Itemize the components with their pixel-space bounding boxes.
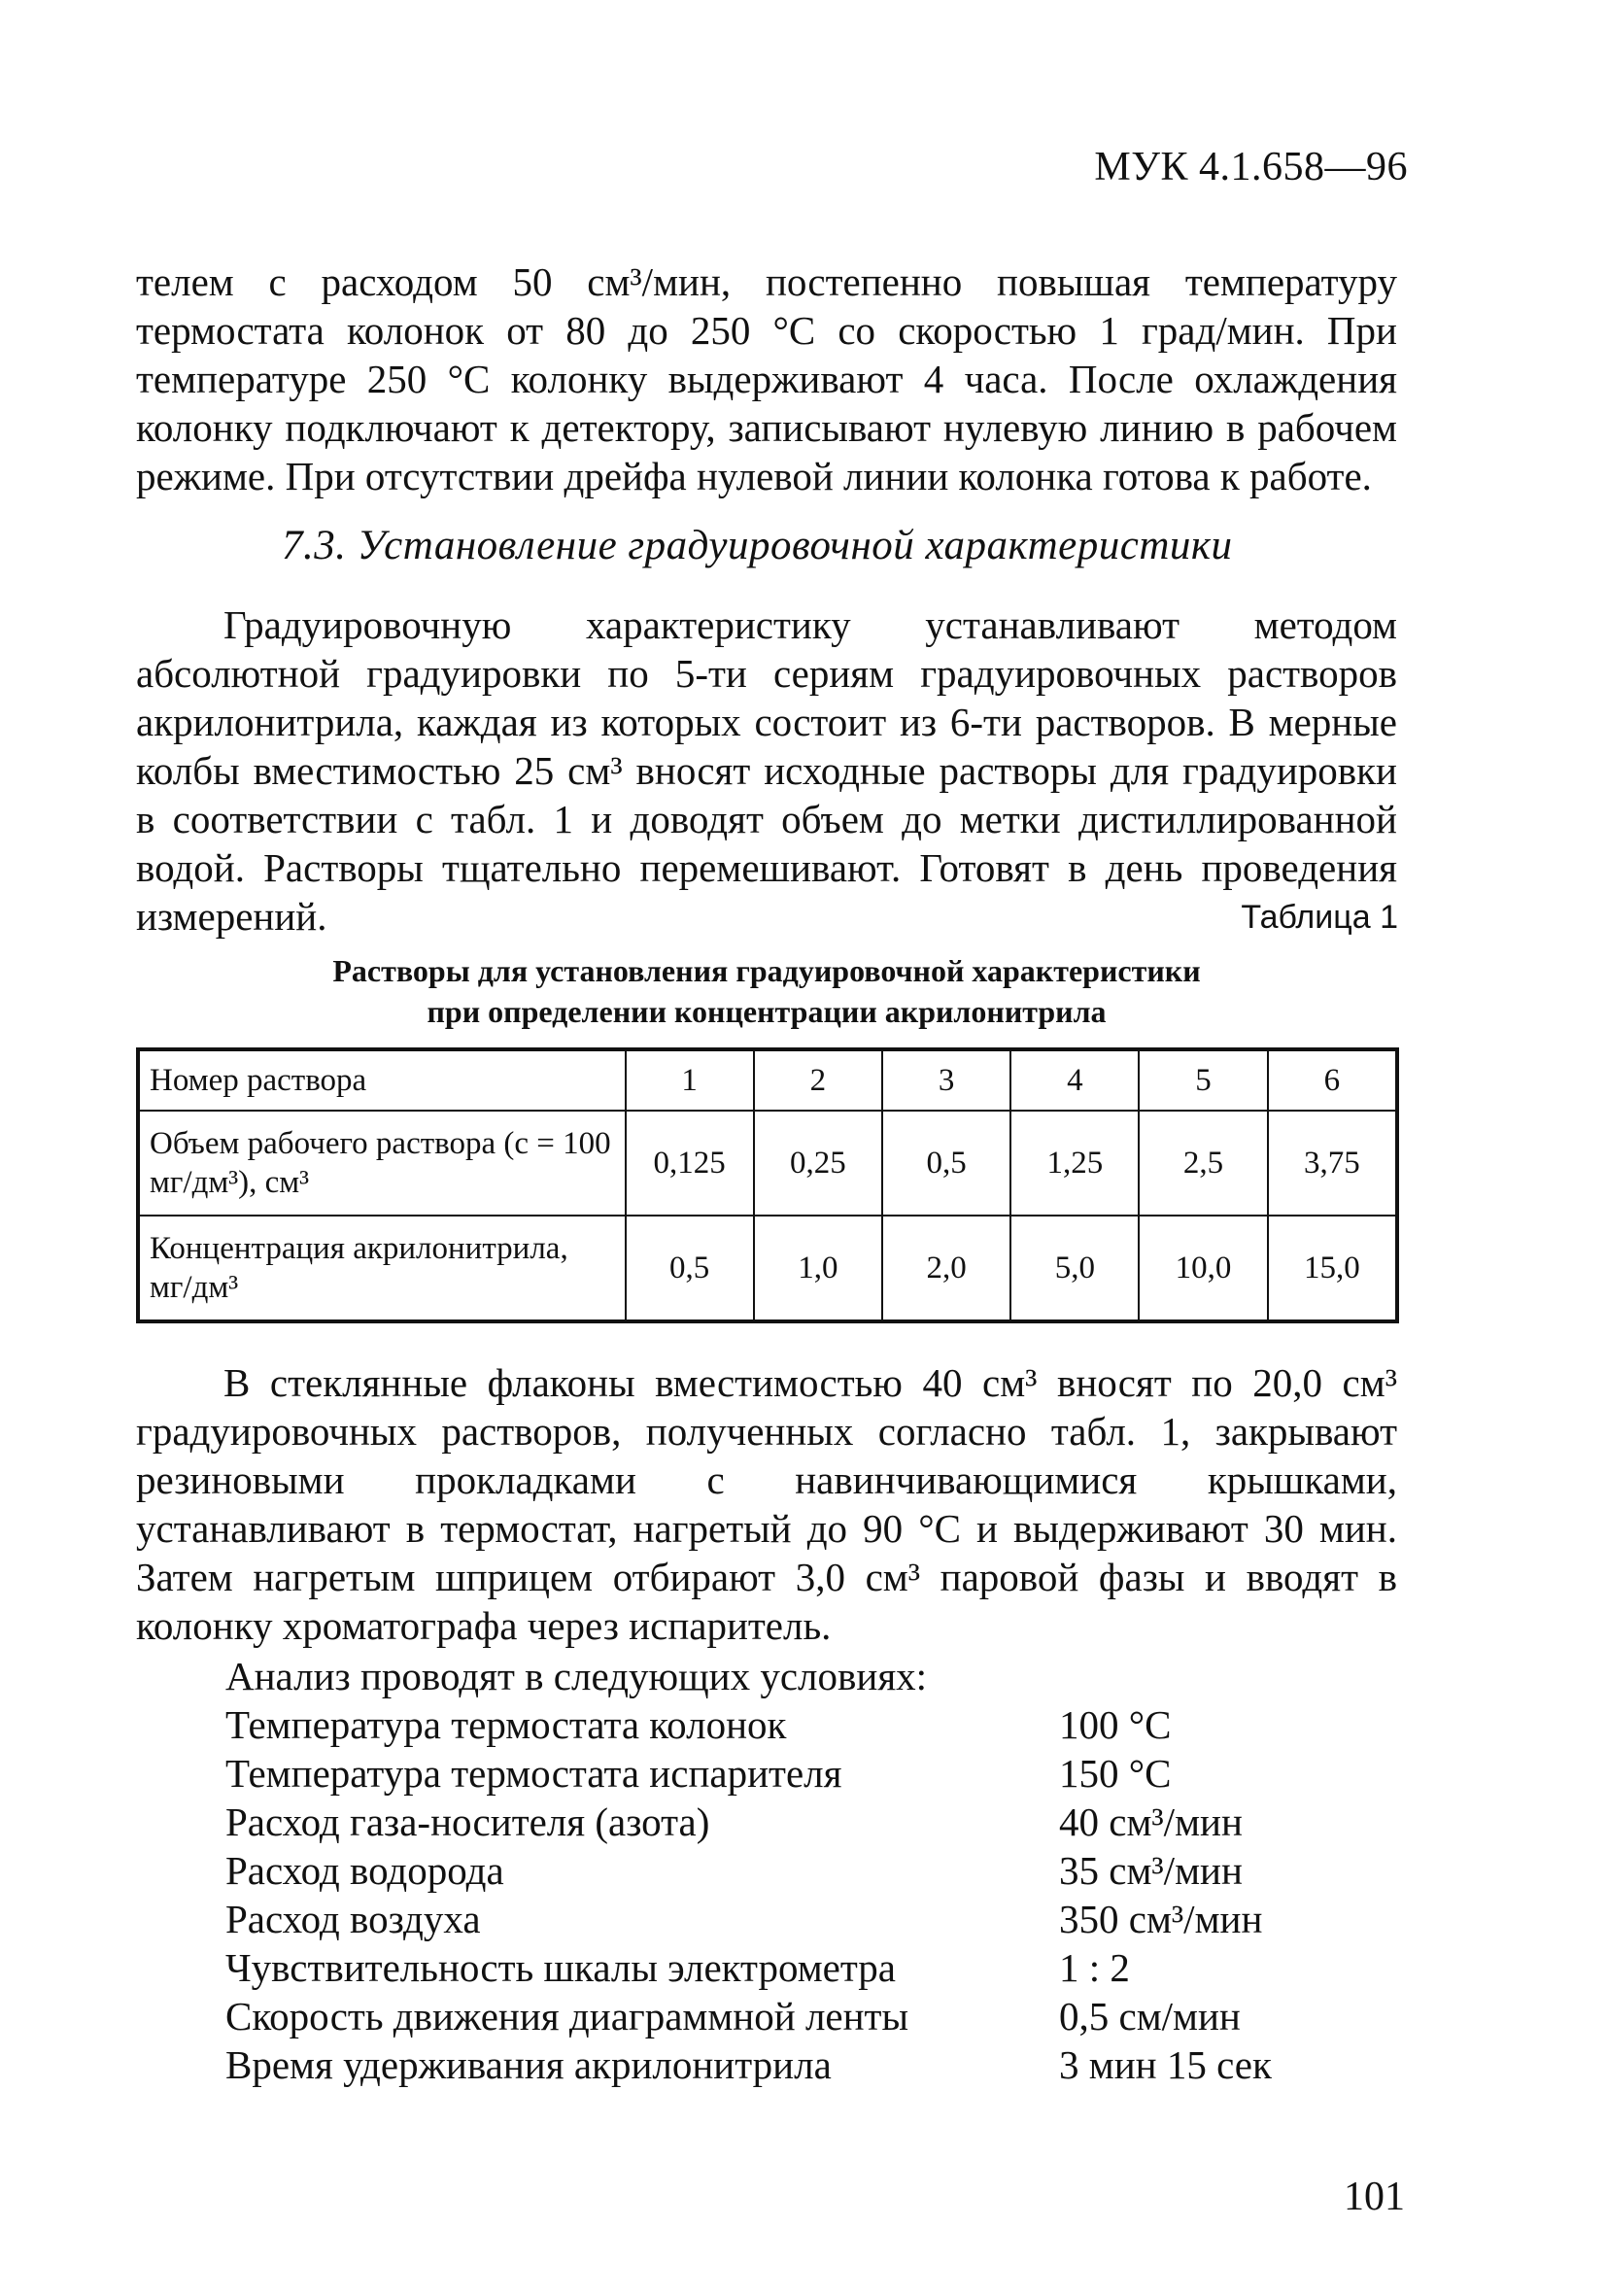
condition-name: Расход водорода (225, 1848, 504, 1893)
table-cell: 1 (626, 1049, 754, 1111)
table-cell: 10,0 (1139, 1216, 1267, 1321)
table-cell: 3,75 (1268, 1111, 1397, 1216)
condition-name: Время удерживания акрилонитрила (225, 2042, 832, 2087)
table-caption (136, 950, 1397, 1032)
condition-row (225, 2040, 1294, 2089)
condition-row (225, 1943, 1294, 1992)
table-row (138, 1049, 1397, 1111)
calibration-solutions-table (136, 1047, 1399, 1323)
paragraph-text: Градуировочную характеристику устанавливают методом абсолютной градуировки по 5-ти сериям градуировочных растворов акрилонитрила, каждая из которых состоит из 6-ти растворов. В мерные колбы вместимостью 25 см³ вносят исходные растворы для градуировки в соответствии с табл. 1 и доводят объем до метки дистиллированной водой. Растворы тщательно перемешивают. Готовят в день проведения измерений. (136, 602, 1397, 939)
condition-row (225, 1846, 1294, 1895)
condition-name: Чувствительность шкалы электрометра (225, 1945, 896, 1990)
table-cell: 1,0 (754, 1216, 882, 1321)
table-row (138, 1216, 1397, 1321)
condition-value: 3 мин 15 сек (1059, 2042, 1272, 2087)
conditions-intro: Анализ проводят в следующих условиях: (225, 1654, 928, 1698)
table-cell: 2,0 (882, 1216, 1010, 1321)
analysis-conditions (225, 1652, 1294, 2089)
table-cell: 6 (1268, 1049, 1397, 1111)
table-cell: 1,25 (1010, 1111, 1139, 1216)
condition-name: Расход воздуха (225, 1897, 481, 1941)
condition-value: 1 : 2 (1059, 1945, 1130, 1990)
table-cell: 5 (1139, 1049, 1267, 1111)
table-cell: 0,5 (882, 1111, 1010, 1216)
condition-value: 350 см³/мин (1059, 1897, 1263, 1941)
condition-row (225, 1992, 1294, 2040)
paragraph-text: телем с расходом 50 см³/мин, постепенно повышая температуру термостата колонок от 80 до 250 °С со скоростью 1 град/мин. При температуре 250 °С колонку выдерживают 4 часа. После охлаждения колонку подключают к детектору, записывают нулевую линию в рабочем режиме. При отсутствии дрейфа нулевой линии колонка готова к работе. (136, 259, 1397, 498)
section-heading: 7.3. Установление градуировочной характеристики (282, 523, 1233, 568)
paragraph-column-conditioning (136, 257, 1397, 500)
condition-row (225, 1700, 1294, 1749)
table-cell: 5,0 (1010, 1216, 1139, 1321)
condition-name: Температура термостата колонок (225, 1702, 787, 1747)
condition-value: 35 см³/мин (1059, 1848, 1243, 1893)
page-number: 101 (1344, 2175, 1405, 2219)
document-code: МУК 4.1.658—96 (1094, 145, 1408, 189)
condition-value: 0,5 см/мин (1059, 1994, 1241, 2039)
row-header: Концентрация акрилонитрила, мг/дм³ (138, 1216, 626, 1321)
condition-row (225, 1798, 1294, 1846)
row-header: Объем рабочего раствора (с = 100 мг/дм³), см³ (138, 1111, 626, 1216)
paragraph-text: В стеклянные флаконы вместимостью 40 см³ вносят по 20,0 см³ градуировочных растворов, полученных согласно табл. 1, закрывают резиновыми прокладками с навинчивающимися крышками, устанавливают в термостат, нагретый до 90 °С и выдерживают 30 мин. Затем нагретым шприцем отбирают 3,0 см³ паровой фазы и вводят в колонку хроматографа через испаритель. (136, 1360, 1397, 1648)
condition-row (225, 1895, 1294, 1943)
table-cell: 2 (754, 1049, 882, 1111)
condition-row (225, 1749, 1294, 1798)
condition-value: 150 °С (1059, 1751, 1172, 1796)
table-cell: 0,125 (626, 1111, 754, 1216)
table-row (138, 1111, 1397, 1216)
table-cell: 2,5 (1139, 1111, 1267, 1216)
table-caption-line: Растворы для установления градуировочной характеристики (332, 953, 1201, 988)
table-cell: 15,0 (1268, 1216, 1397, 1321)
table-caption-line: при определении концентрации акрилонитрила (427, 994, 1107, 1029)
paragraph-sample-prep (136, 1358, 1397, 1650)
table-cell: 0,5 (626, 1216, 754, 1321)
condition-value: 40 см³/мин (1059, 1799, 1243, 1844)
table-label: Таблица 1 (1241, 899, 1398, 936)
condition-name: Расход газа-носителя (азота) (225, 1799, 710, 1844)
table-cell: 0,25 (754, 1111, 882, 1216)
condition-name: Скорость движения диаграммной ленты (225, 1994, 909, 2039)
condition-name: Температура термостата испарителя (225, 1751, 842, 1796)
row-header: Номер раствора (138, 1049, 626, 1111)
paragraph-calibration (136, 600, 1397, 941)
table-cell: 3 (882, 1049, 1010, 1111)
condition-value: 100 °С (1059, 1702, 1172, 1747)
table-cell: 4 (1010, 1049, 1139, 1111)
